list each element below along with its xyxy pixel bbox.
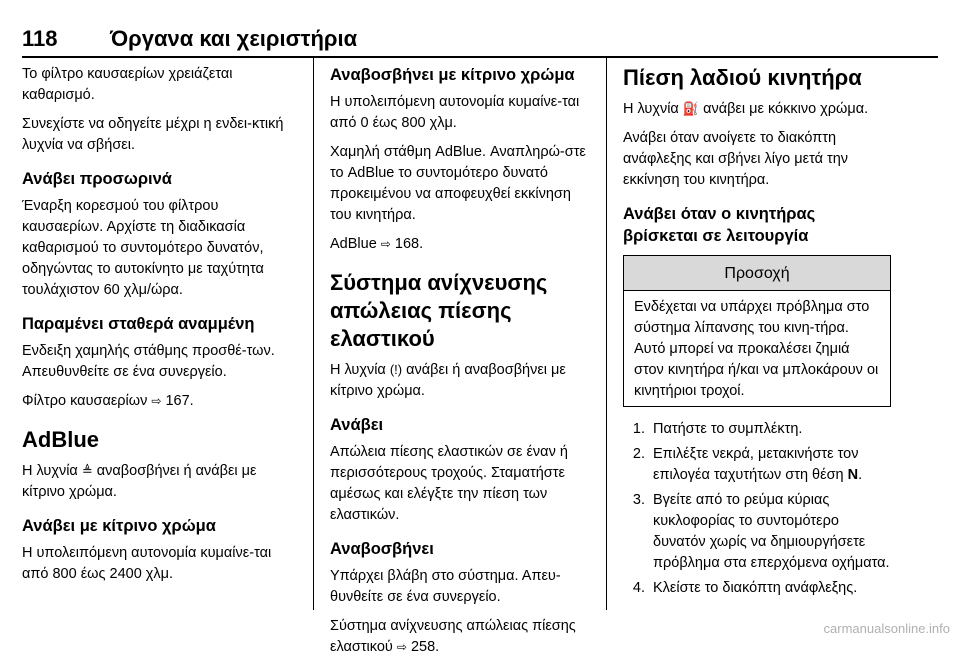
header-divider: [22, 56, 938, 58]
text-run: ανάβει με κόκκινο χρώμα.: [703, 101, 869, 117]
subheading: Αναβοσβήνει με κίτρινο χρώμα: [330, 66, 575, 84]
subheading: Ανάβει: [330, 416, 384, 434]
page-header: [0, 0, 960, 58]
step-text: Κλείστε το διακόπτη ανάφλεξης.: [653, 580, 858, 596]
step-text: Βγείτε από το ρεύμα κύριας κυκλοφορίας το συντομότερο δυνατόν χωρίς να δημιουργήσετε πρόβλημα στα επερχόμενα οχήματα.: [653, 492, 890, 571]
xref-page: 258.: [410, 639, 440, 655]
subheading: Παραμένει σταθερά αναμμένη: [22, 315, 255, 333]
paragraph: Υπάρχει βλάβη στο σύστημα. Απευ-θυνθείτε σε ένα συνεργείο.: [330, 568, 561, 605]
subheading: Ανάβει με κίτρινο χρώμα: [22, 517, 216, 535]
cross-reference[interactable]: [330, 616, 586, 658]
xref-text: AdBlue: [330, 236, 377, 252]
paragraph: Απώλεια πίεσης ελαστικών σε έναν ή περισσότερους τροχούς. Σταματήστε αμέσως και ελέγξτε την πίεση των ελαστικών.: [330, 444, 568, 523]
section-heading: Σύστημα ανίχνευσης απώλειας πίεσης ελαστικού: [330, 270, 548, 351]
column-1: [22, 64, 294, 593]
step-text: [653, 444, 891, 486]
xref-text: Σύστημα ανίχνευσης απώλειας πίεσης ελαστικού: [330, 618, 576, 655]
paragraph: [330, 359, 586, 402]
arrow-right-outline-icon: ⇨: [151, 394, 162, 408]
text-run: .: [858, 467, 863, 483]
text-run: αναβοσβήνει ή ανάβει με κίτρινο χρώμα.: [22, 463, 257, 500]
text-run: Η λυχνία: [623, 101, 679, 117]
list-item: [623, 578, 891, 599]
warning-body: Ενδέχεται να υπάρχει πρόβλημα στο σύστημα λίπανσης του κινη-τήρα. Αυτό μπορεί να προκαλέσει ζημιά στον κινητήρα ή/και να μπλοκάρουν οι κινητήριοι τροχοί.: [634, 299, 879, 399]
paragraph: Το φίλτρο καυσαερίων χρειάζεται καθαρισμό.: [22, 66, 233, 103]
paragraph: Ενδειξη χαμηλής στάθμης προσθέ-των. Απευθυνθείτε σε ένα συνεργείο.: [22, 343, 275, 380]
list-item: [623, 444, 891, 486]
gear-position: N: [847, 467, 859, 483]
step-text: Πατήστε το συμπλέκτη.: [653, 421, 803, 437]
text-run: ανάβει ή αναβοσβήνει με κίτρινο χρώμα.: [330, 362, 566, 399]
xref-text: Φίλτρο καυσαερίων: [22, 393, 148, 409]
step-number: 4.: [632, 580, 645, 596]
paragraph: [22, 460, 294, 503]
warning-box: [623, 255, 891, 407]
cross-reference[interactable]: [22, 391, 294, 412]
list-item: [623, 490, 891, 574]
arrow-right-outline-icon: ⇨: [396, 640, 407, 654]
section-heading: AdBlue: [22, 427, 99, 452]
section-heading: Πίεση λαδιού κινητήρα: [623, 65, 862, 90]
text-run: Η λυχνία: [22, 463, 78, 479]
watermark: carmanualsonline.info: [823, 621, 950, 636]
list-item: [623, 419, 891, 440]
arrow-right-outline-icon: ⇨: [380, 237, 391, 251]
page-title: Όργανα και χειριστήρια: [110, 26, 358, 51]
paragraph: Η υπολειπόμενη αυτονομία κυμαίνε-ται από 0 έως 800 χλμ.: [330, 94, 580, 131]
step-number: 3.: [632, 492, 645, 508]
tyre-pressure-icon: (!): [389, 362, 403, 377]
cross-reference[interactable]: [330, 234, 586, 255]
paragraph: Έναρξη κορεσμού του φίλτρου καυσαερίων. Αρχίστε τη διαδικασία καθαρισμού το συντομότερο δυνατόν, οδηγώντας το αυτοκίνητο με ταχύτητα τουλάχιστον 60 χλμ/ώρα.: [22, 198, 264, 298]
subheading: Αναβοσβήνει: [330, 540, 434, 558]
step-number: 1.: [632, 421, 645, 437]
text-run: Επιλέξτε νεκρά, μετακινήστε τον επιλογέα ταχυτήτων στη θέση: [653, 446, 859, 483]
page-number: 118: [22, 26, 58, 51]
paragraph: [623, 98, 891, 120]
column-divider: [606, 58, 607, 610]
subheading: Ανάβει προσωρινά: [22, 170, 172, 188]
xref-page: 168.: [394, 236, 424, 252]
column-divider: [313, 58, 314, 610]
warning-title: Προσοχή: [624, 256, 890, 291]
oil-can-icon: ⛽: [682, 101, 700, 116]
paragraph: Συνεχίστε να οδηγείτε μέχρι η ενδει-κτική λυχνία να σβήσει.: [22, 116, 284, 153]
text-run: Η λυχνία: [330, 362, 386, 378]
subheading: Ανάβει όταν ο κινητήρας βρίσκεται σε λειτουργία: [623, 205, 816, 245]
paragraph: Χαμηλή στάθμη AdBlue. Αναπληρώ-στε το AdBlue το συντομότερο δυνατό προκειμένου να αποφευχθεί εκκίνηση του κινητήρα.: [330, 144, 586, 223]
adblue-warning-icon: ≜: [81, 463, 93, 478]
xref-page: 167.: [165, 393, 194, 409]
column-2: [330, 64, 586, 666]
column-3: [623, 64, 891, 603]
steps-list: [623, 419, 891, 599]
paragraph: Ανάβει όταν ανοίγετε το διακόπτη ανάφλεξης και σβήνει λίγο μετά την εκκίνηση του κινητήρα.: [623, 130, 849, 188]
step-number: 2.: [632, 446, 645, 462]
paragraph: Η υπολειπόμενη αυτονομία κυμαίνε-ται από 800 έως 2400 χλμ.: [22, 545, 272, 582]
